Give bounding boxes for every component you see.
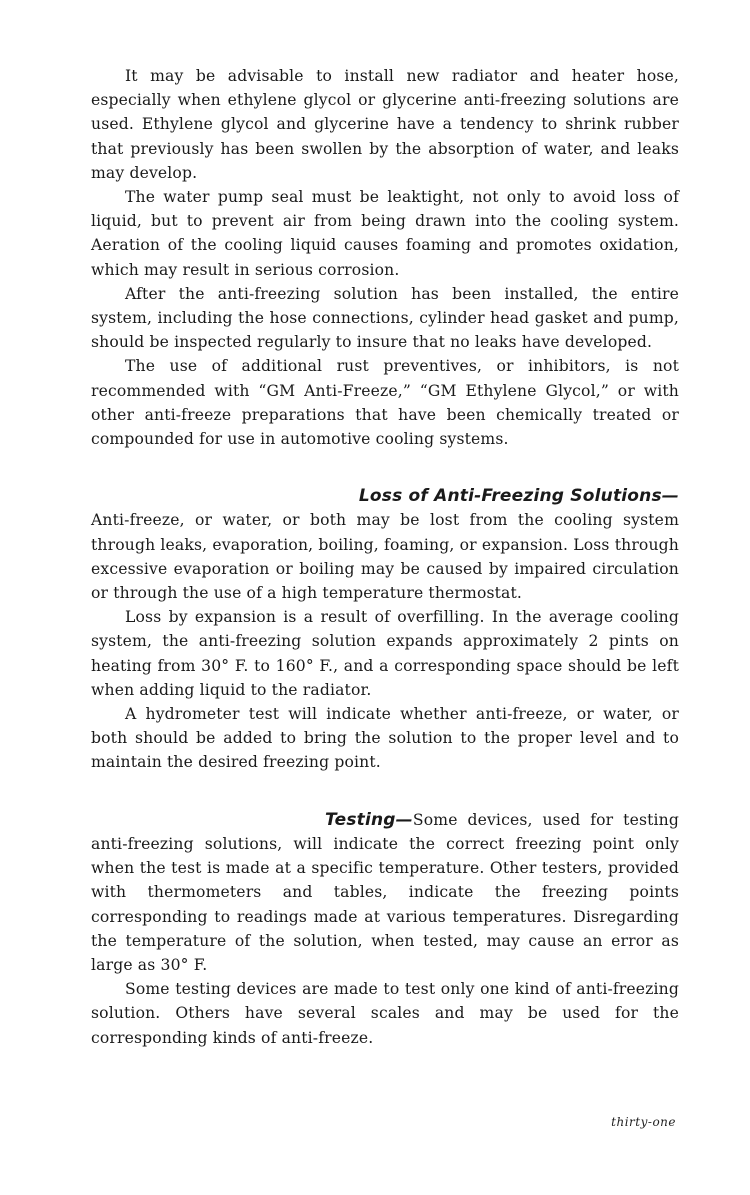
- paragraph: Loss by expansion is a result of overfilling. In the average cooling system, the anti-freezing solution expands approximately 2 pints on heating from 30° F. to 160° F., and a corresponding space should be left when adding liquid to the radiator.: [91, 608, 679, 699]
- paragraph: Anti-freeze, or water, or both may be lost from the cooling system through leaks, evaporation, boiling, foaming, or expansion. Loss through excessive evaporation or boiling may be caused by impaired circulation or through the use of a high temperature thermostat.: [91, 511, 679, 603]
- page-body: [91, 64, 679, 1050]
- paragraph: A hydrometer test will indicate whether anti-freeze, or water, or both should be added to bring the solution to the proper level and to maintain the desired freezing point.: [91, 705, 679, 772]
- paragraph: The use of additional rust preventives, or inhibitors, is not recommended with “GM Anti-Freeze,” “GM Ethylene Glycol,” or with other anti-freeze preparations that have been chemically treated or compounded for use in automotive cooling systems.: [91, 357, 679, 449]
- section-heading-testing: Testing—: [325, 809, 413, 830]
- page-number: thirty-one: [611, 1115, 676, 1129]
- paragraph: The water pump seal must be leaktight, not only to avoid loss of liquid, but to prevent air from being drawn into the cooling system. Aeration of the cooling liquid causes foaming and promotes oxidation, which may result in serious corrosion.: [91, 188, 679, 279]
- section-heading-loss: Loss of Anti-Freezing Solutions—: [358, 486, 679, 507]
- testing-lead-text: Some devices, used for testing anti-freezing solutions, will indicate the correct freezing point only when the test is made at a specific temperature. Other testers, provided with thermometers and tables, indicate the freezing points corresponding to readings made at various temperatures. Disregarding the temperature of the solution, when tested, may cause an error as large as 30° F.: [91, 810, 679, 974]
- intro-section: [91, 64, 679, 451]
- paragraph: After the anti-freezing solution has been installed, the entire system, including the hose connections, cylinder head gasket and pump, should be inspected regularly to insure that no leaks have developed.: [91, 284, 679, 352]
- paragraph: [91, 808, 679, 977]
- loss-section: [91, 484, 679, 774]
- paragraph: It may be advisable to install new radiator and heater hose, especially when ethylene glycol or glycerine anti-freezing solutions are used. Ethylene glycol and glycerine have a tendency to shrink rubber that previously has been swollen by the absorption of water, and leaks may develop.: [91, 67, 679, 182]
- paragraph: Some testing devices are made to test only one kind of anti-freezing solution. Others have several scales and may be used for the corresponding kinds of anti-freeze.: [91, 980, 679, 1047]
- testing-section: [91, 808, 679, 1050]
